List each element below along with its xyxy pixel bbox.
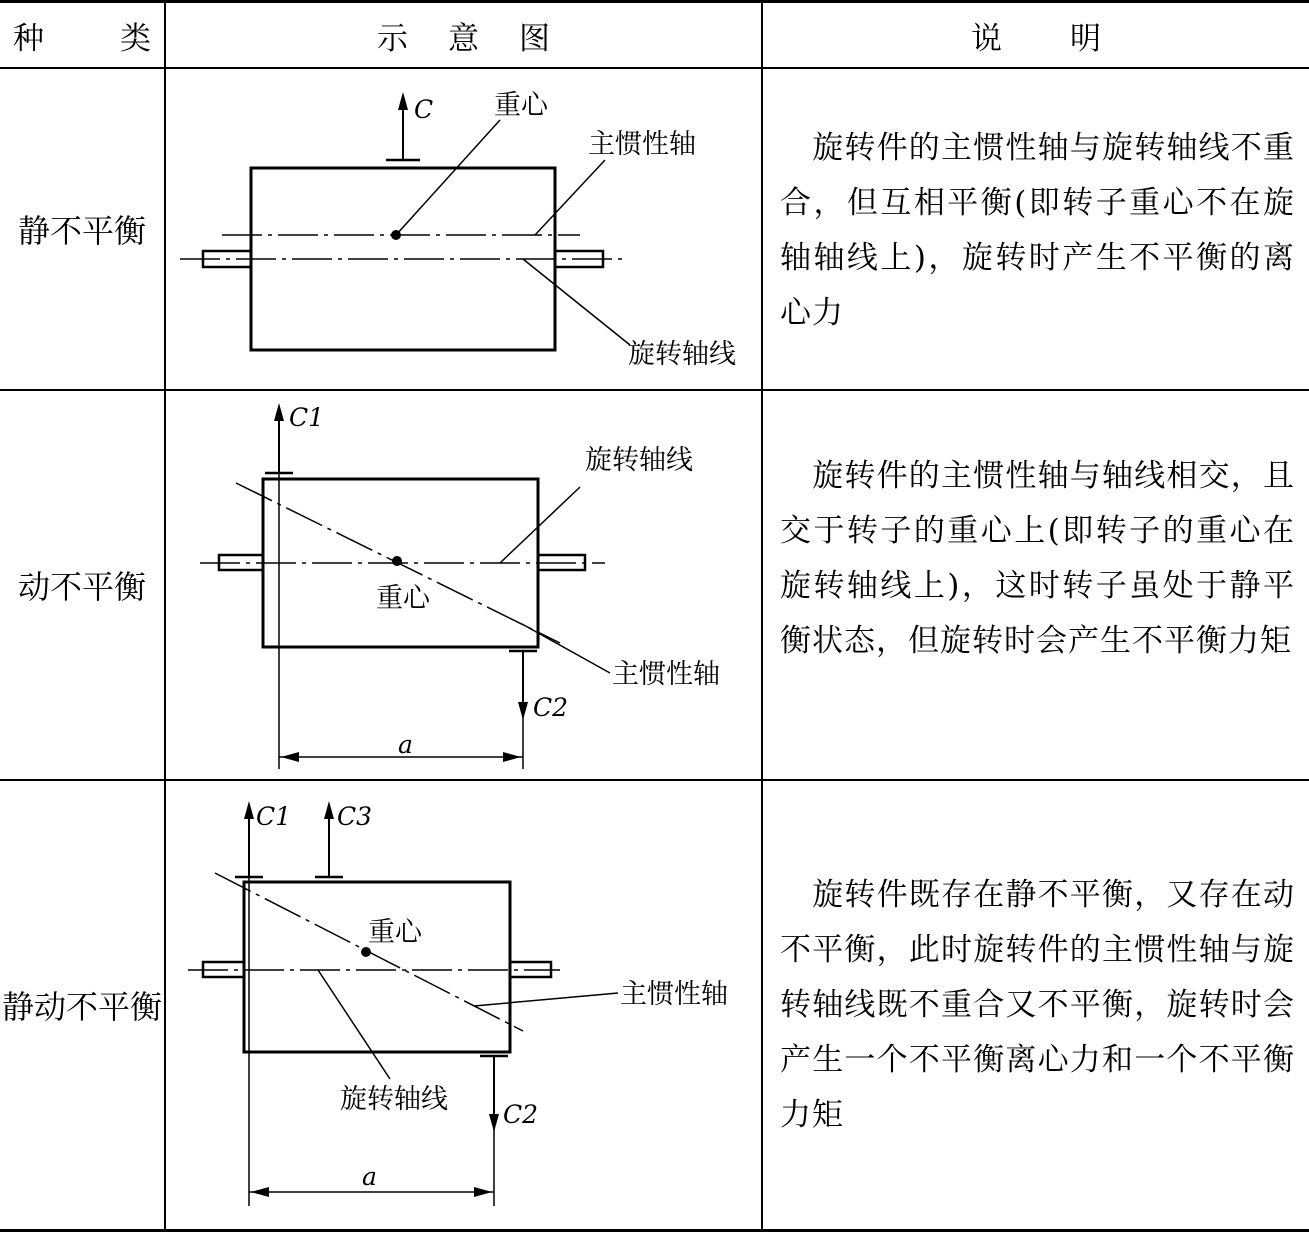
label-center: 重心 [376,583,430,614]
header-description: 说 明 [971,20,1101,57]
leader-rotation-axis [523,259,630,345]
diagram-dynamic-imbalance [0,391,761,779]
column-divider [761,2,763,1230]
diagram-static-imbalance [0,0,761,389]
rotor-body [244,882,510,1052]
arrow-up-icon [274,403,284,421]
leader-rotation-axis [500,487,580,563]
arrow-up-icon [398,92,408,110]
force-label-c3: C3 [337,802,373,831]
description-static-dynamic: 旋转件既存在静不平衡，又存在动不平衡，此时旋转件的主惯性轴与旋转轴线既不重合又不平衡，旋转时会产生一个不平衡离心力和一个不平衡力矩 [780,877,1295,1133]
arrow-up-icon [324,801,334,819]
leader-principal-axis [474,993,618,1006]
label-principal-axis: 主惯性轴 [620,979,728,1010]
label-principal-axis: 主惯性轴 [588,129,696,160]
kind-static: 静不平衡 [17,212,146,250]
force-label-c2: C2 [533,693,569,722]
leader-rotation-axis [318,970,390,1079]
table-bottom-border [0,1229,1309,1232]
description-static: 旋转件的主惯性轴与旋转轴线不重合，但互相平衡(即转子重心不在旋轴轴线上)，旋转时产生不平衡的离心力 [780,130,1295,331]
label-rotation-axis: 旋转轴线 [585,445,693,476]
header-diagram: 示 意 图 [377,20,550,57]
kind-static-dynamic: 静动不平衡 [1,988,162,1026]
label-center: 重心 [368,917,422,948]
center-of-gravity-dot [361,947,371,957]
center-of-gravity-dot [392,556,402,566]
force-label-c: C [414,95,434,124]
dimension-label-a: a [398,730,413,759]
diagram-static-dynamic-imbalance [0,781,761,1229]
header-kind: 种 类 [13,20,151,57]
dimension-arrow-right-icon [474,1187,492,1197]
center-of-gravity-dot [391,230,401,240]
arrow-down-icon [489,1114,499,1132]
label-principal-axis: 主惯性轴 [612,659,720,690]
description-dynamic: 旋转件的主惯性轴与轴线相交，且交于转子的重心上(即转子的重心在旋转轴线上)，这时转子虽处于静平衡状态，但旋转时会产生不平衡力矩 [780,458,1295,659]
dimension-arrow-left-icon [251,1187,269,1197]
dimension-label-a: a [362,1162,377,1191]
leader-center [396,120,500,235]
arrow-up-icon [244,801,254,819]
force-label-c2: C2 [503,1100,539,1129]
kind-dynamic: 动不平衡 [17,568,146,606]
dimension-arrow-right-icon [503,752,521,762]
label-center: 重心 [494,90,548,121]
arrow-down-icon [518,702,528,720]
label-rotation-axis: 旋转轴线 [628,339,736,370]
dimension-arrow-left-icon [281,752,299,762]
force-label-c1: C1 [289,403,325,432]
leader-principal-axis [535,160,605,235]
force-label-c1: C1 [256,802,292,831]
label-rotation-axis: 旋转轴线 [340,1084,448,1115]
